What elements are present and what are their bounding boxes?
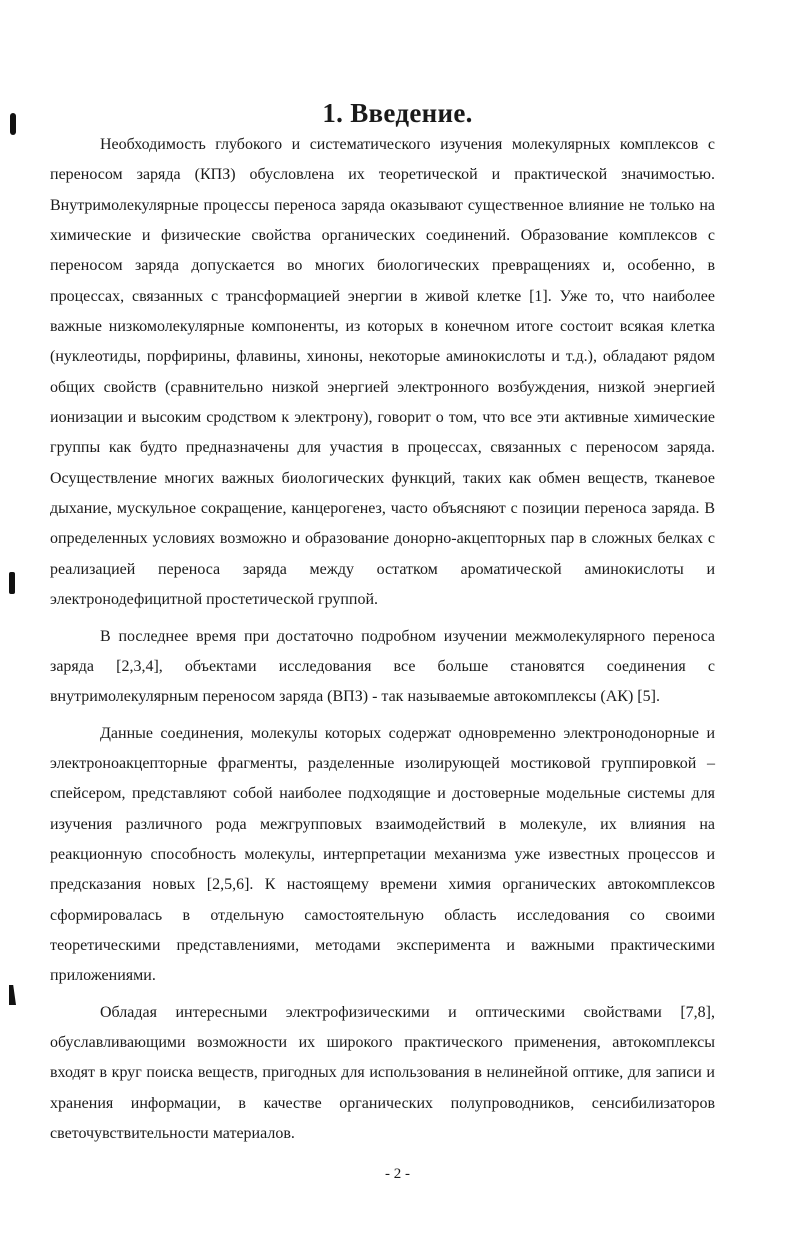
scan-mark-bottom xyxy=(9,985,16,1005)
paragraph-2: В последнее время при достаточно подробном изучении межмолекулярного переноса заряда [2,3,4], объектами исследования все больше становятся соединения с внутримолекулярным переносом заряда (ВПЗ) - так называемые автокомплексы (АК) [5]. xyxy=(50,627,715,706)
scan-mark-middle xyxy=(9,572,15,594)
page-number: - 2 - xyxy=(385,1166,410,1182)
paragraph-1: Необходимость глубокого и систематического изучения молекулярных комплексов с переносом заряда (КПЗ) обусловлена их теоретической и практической значимостью. Внутримолекулярные процессы переноса заряда оказывают существенное влияние не только на химические и физические свойства органических соединений. Образование комплексов с переносом заряда допускается во многих биологических превращениях и, особенно, в процессах, связанных с трансформацией энергии в живой клетке [1]. Уже то, что наиболее важные низкомолекулярные компоненты, из которых в конечном итоге состоит всякая клетка (нуклеотиды, порфирины, флавины, хиноны, некоторые аминокислоты и т.д.), обладают рядом общих свойств (сравнительно низкой энергией электронного возбуждения, низкой энергией ионизации и высоким сродством к электрону), говорит о том, что все эти активные химические группы как будто предназначены для участия в процессах, связанных с переносом заряда. Осуществление многих важных биологических функций, таких как обмен веществ, тканевое дыхание, мускульное сокращение, канцерогенез, часто объясняют с позиции переноса заряда. В определенных условиях возможно и образование донорно-акцепторных пар в сложных белках с реализацией переноса заряда между остатком ароматической аминокислоты и электронодефицитной простетической группой. xyxy=(50,136,715,609)
document-body xyxy=(50,130,715,1149)
paragraph-4: Обладая интересными электрофизическими и оптическими свойствами [7,8], обуславливающими возможности их широкого практического применения, автокомплексы входят в круг поиска веществ, пригодных для использования в нелинейной оптике, для записи и хранения информации, в качестве органических полупроводников, сенсибилизаторов светочувствительности материалов. xyxy=(50,1003,715,1142)
paragraph-3: Данные соединения, молекулы которых содержат одновременно электронодонорные и электроноакцепторные фрагменты, разделенные изолирующей мостиковой группировкой – спейсером, представляют собой наиболее подходящие и достоверные модельные системы для изучения различного рода межгрупповых взаимодействий в молекуле, их влияния на реакционную способность молекулы, интерпретации механизма уже известных процессов и предсказания новых [2,5,6]. К настоящему времени химия органических автокомплексов сформировалась в отдельную самостоятельную область исследования со своими теоретическими представлениями, методами эксперимента и важными практическими приложениями. xyxy=(50,724,715,985)
section-title: 1. Введение. xyxy=(322,98,473,129)
